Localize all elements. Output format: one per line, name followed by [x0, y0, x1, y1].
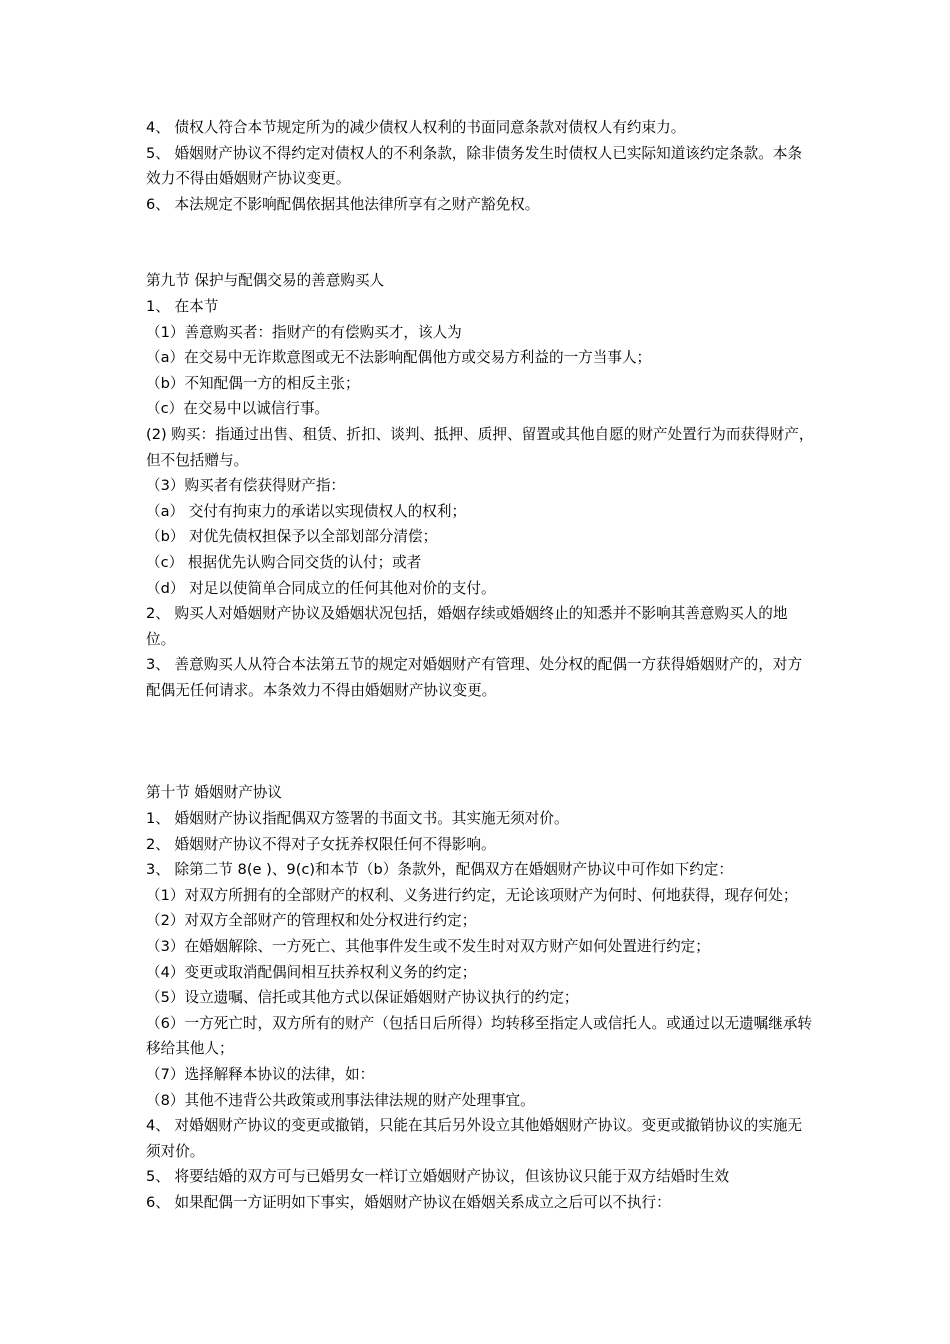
- section-title: 第九节 保护与配偶交易的善意购买人: [146, 272, 385, 290]
- clause-line: （b）不知配偶一方的相反主张；: [146, 374, 360, 392]
- clause-line: （7）选择解释本协议的法律，如：: [146, 1066, 375, 1083]
- clause-line: （c）在交易中以诚信行事。: [146, 400, 330, 418]
- clause-line: 5、 婚姻财产协议不得约定对债权人的不利条款，除非债务发生时债权人已实际知道该约定条款。本条效力不得由婚姻财产协议变更。: [146, 144, 803, 188]
- section-spacer: [146, 217, 814, 268]
- clause-line: （1）善意购买者：指财产的有偿购买才，该人为: [146, 323, 462, 341]
- clause-line: 3、 除第二节 8(e )、9(c)和本节（b）条款外，配偶双方在婚姻财产协议中可作如下约定：: [146, 861, 734, 879]
- clause-line: （3）在婚姻解除、一方死亡、其他事件发生或不发生时对双方财产如何处置进行约定；: [146, 938, 710, 956]
- clause-line: 6、 如果配偶一方证明如下事实，婚姻财产协议在婚姻关系成立之后可以不执行：: [146, 1193, 671, 1211]
- clause-line: （1）对双方所拥有的全部财产的权利、义务进行约定，无论该项财产为何时、何地获得，现存何处；: [146, 886, 798, 904]
- clause-line: 2、 婚姻财产协议不得对子女抚养权限任何不得影响。: [146, 835, 496, 853]
- clause-line: （3）购买者有偿获得财产指：: [146, 477, 346, 495]
- clause-line: （b） 对优先债权担保予以全部划部分清偿；: [146, 528, 438, 546]
- clause-line: (2) 购买：指通过出售、租赁、折扣、谈判、抵押、质押、留置或其他自愿的财产处置行为而获得财产，但不包括赠与。: [146, 425, 814, 469]
- clause-line: 1、 婚姻财产协议指配偶双方签署的书面文书。其实施无须对价。: [146, 810, 569, 828]
- clause-line: （5）设立遗嘱、信托或其他方式以保证婚姻财产协议执行的约定；: [146, 989, 579, 1007]
- clause-line: （8）其他不违背公共政策或刑事法律法规的财产处理事宜。: [146, 1091, 535, 1109]
- clause-line: （d） 对足以使简单合同成立的任何其他对价的支付。: [146, 579, 496, 597]
- clause-line: 4、 债权人符合本节规定所为的减少债权人权利的书面同意条款对债权人有约束力。: [146, 119, 686, 136]
- clause-line: （c） 根据优先认购合同交货的认付；或者: [146, 553, 422, 571]
- clause-line: （6）一方死亡时，双方所有的财产（包括日后所得）均转移至指定人或信托人。或通过以无遗嘱继承转移给其他人；: [146, 1014, 813, 1058]
- clause-line: 6、 本法规定不影响配偶依据其他法律所享有之财产豁免权。: [146, 195, 540, 213]
- section-spacer: [146, 703, 814, 780]
- document-body: [146, 115, 814, 1216]
- clause-line: 2、 购买人对婚姻财产协议及婚姻状况包括，婚姻存续或婚姻终止的知悉并不影响其善意购买人的地位。: [146, 605, 788, 648]
- clause-line: （a）在交易中无诈欺意图或无不法影响配偶他方或交易方利益的一方当事人；: [146, 349, 652, 367]
- section-title: 第十节 婚姻财产协议: [146, 784, 282, 802]
- clause-line: （2）对双方全部财产的管理权和处分权进行约定；: [146, 912, 477, 930]
- clause-line: （4）变更或取消配偶间相互扶养权利义务的约定；: [146, 963, 477, 981]
- clause-line: 1、 在本节: [146, 297, 219, 315]
- clause-line: （a） 交付有拘束力的承诺以实现债权人的权利；: [146, 502, 467, 520]
- clause-line: 5、 将要结婚的双方可与已婚男女一样订立婚姻财产协议，但该协议只能于双方结婚时生效: [146, 1168, 730, 1186]
- clause-line: 4、 对婚姻财产协议的变更或撤销，只能在其后另外设立其他婚姻财产协议。变更或撤销协议的实施无须对价。: [146, 1117, 803, 1160]
- clause-line: 3、 善意购买人从符合本法第五节的规定对婚姻财产有管理、处分权的配偶一方获得婚姻财产的，对方配偶无任何请求。本条效力不得由婚姻财产协议变更。: [146, 656, 803, 699]
